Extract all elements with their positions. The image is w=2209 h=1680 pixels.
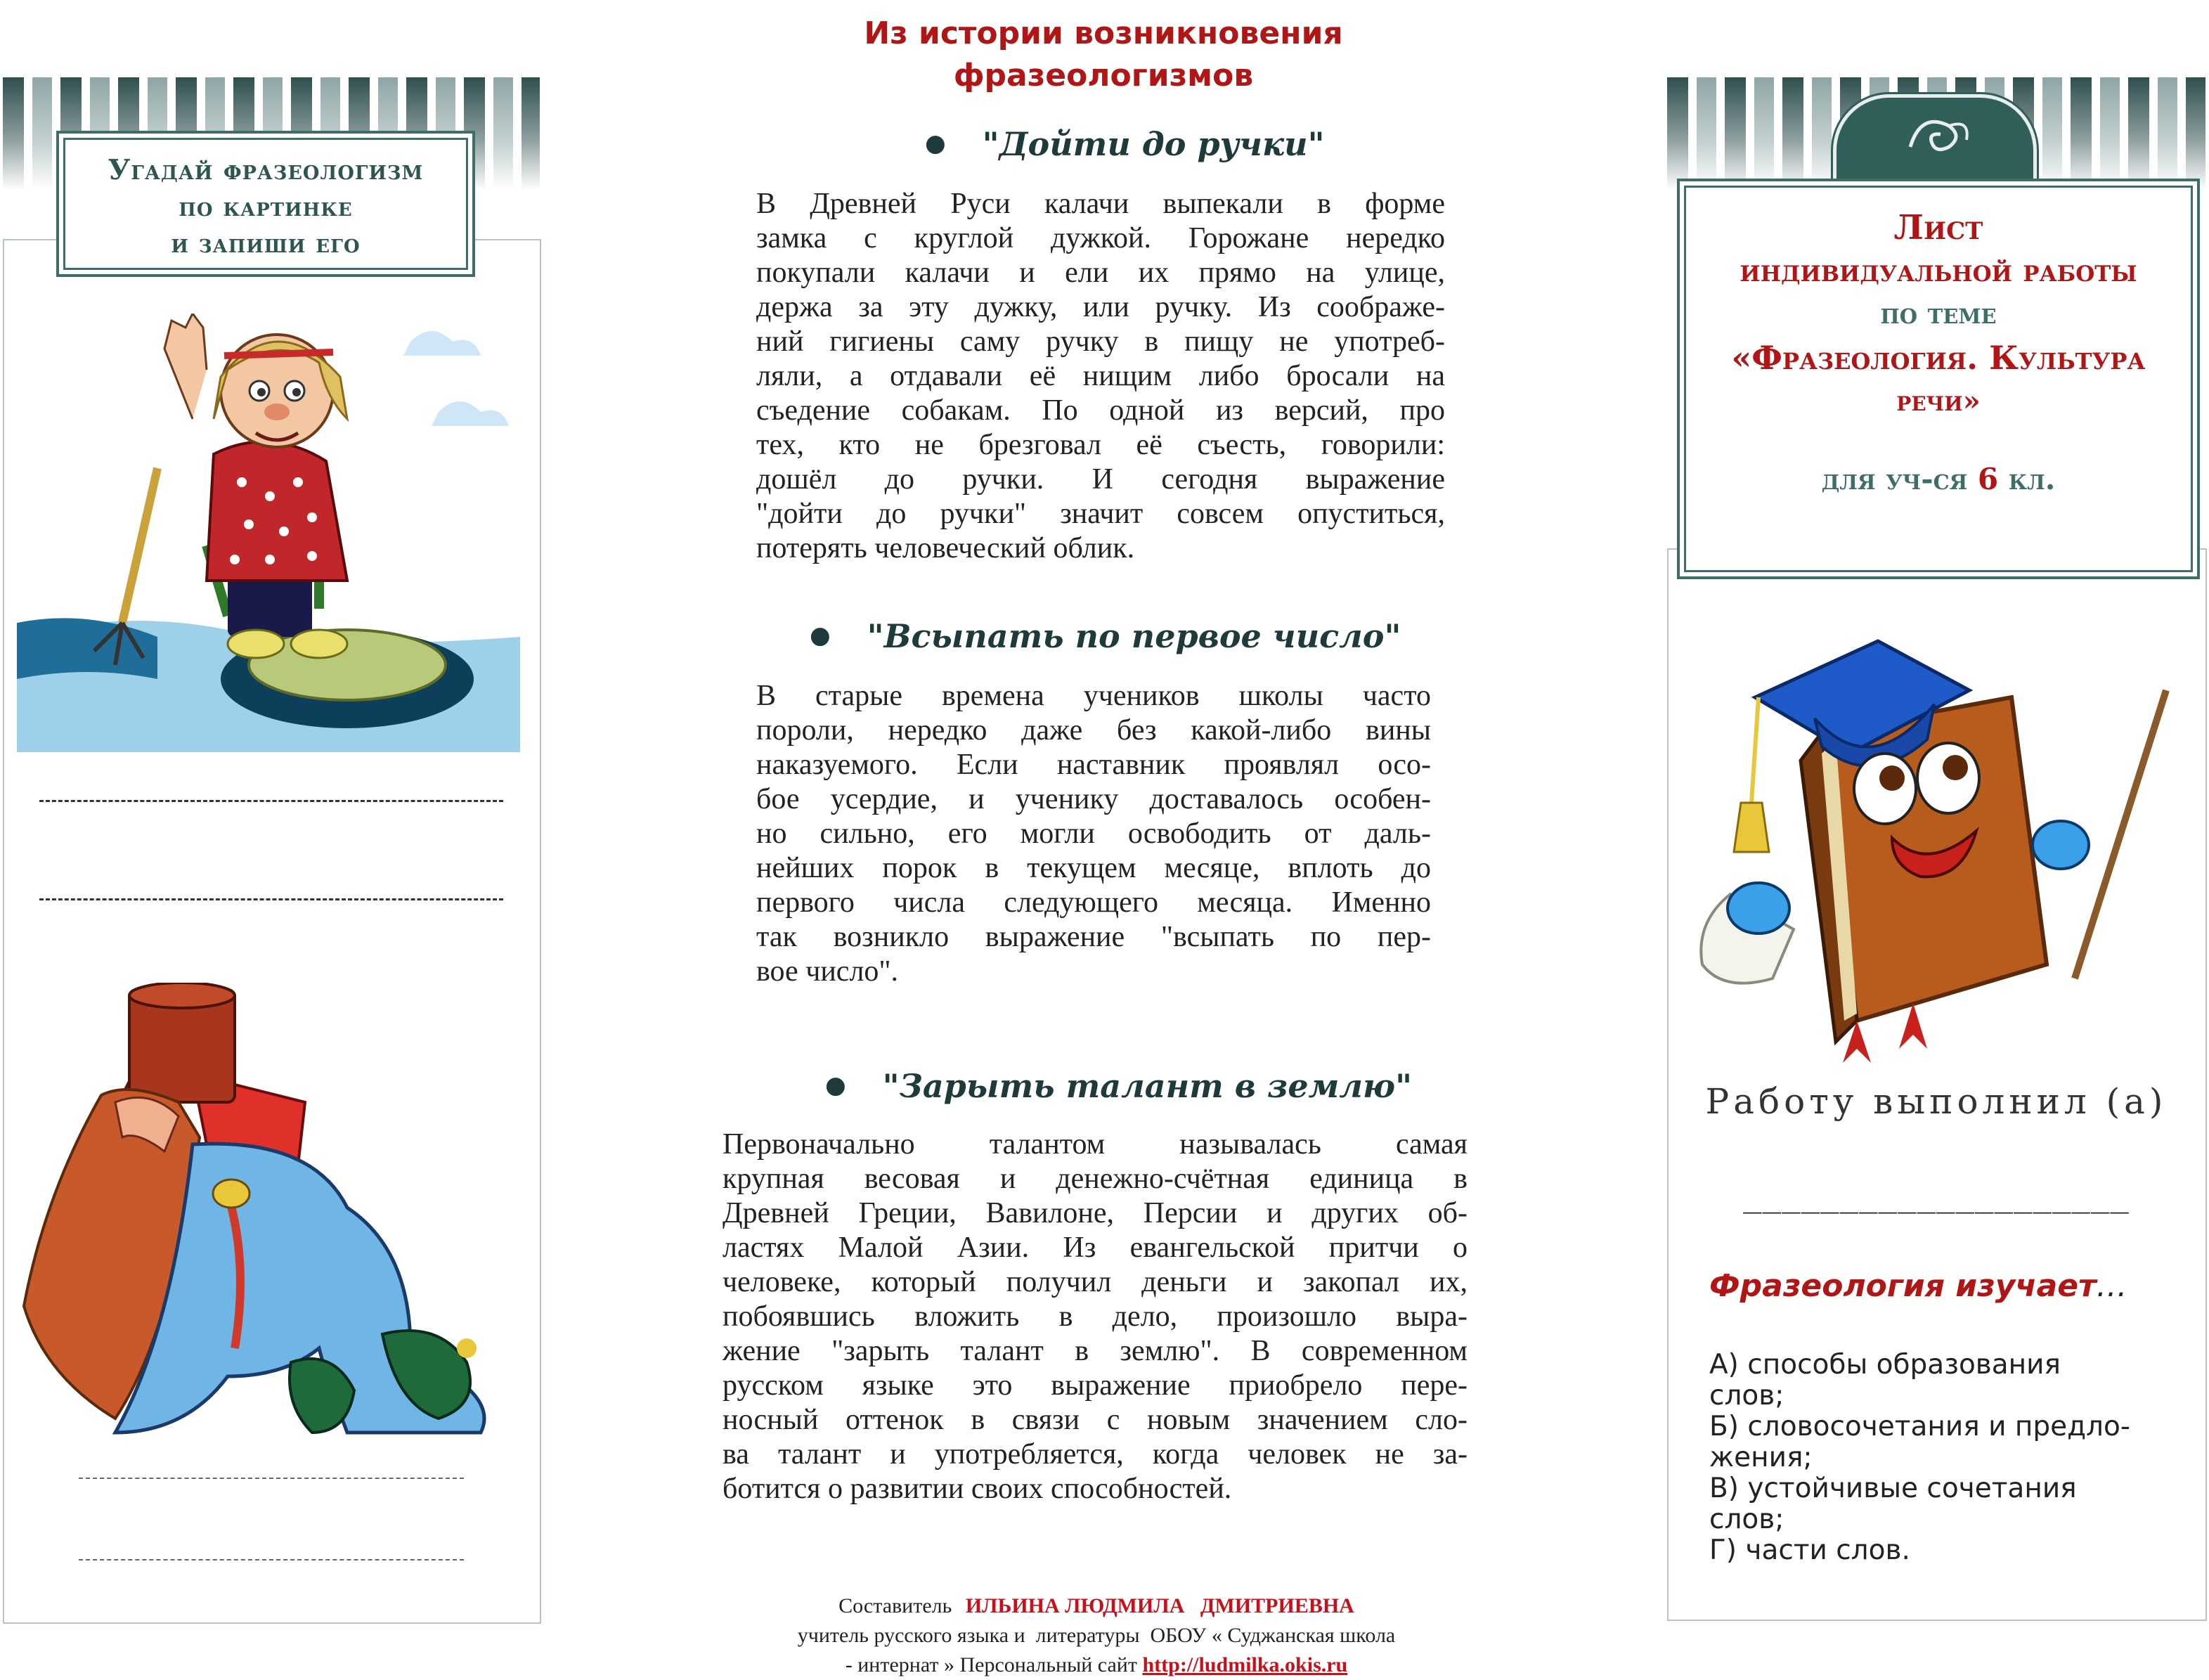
quiz-title-ellipsis: …	[2096, 1268, 2127, 1304]
section-2-title-text: "Всыпать по первое число"	[867, 617, 1401, 655]
bullet-dot: ●	[825, 1071, 846, 1099]
body-line: нейших порок в текущем месяце, вплоть до	[756, 852, 1431, 884]
compiler-name: ИЛЬИНА ЛЮДМИЛА ДМИТРИЕВНА	[965, 1594, 1354, 1617]
section-1-body	[756, 187, 1445, 566]
bullet-dot: ●	[810, 621, 831, 650]
body-line: ний гигиены саму ручку в пищу не употреб-	[756, 325, 1445, 358]
section-2-title	[810, 617, 1401, 655]
section-3-body	[723, 1127, 1468, 1506]
body-line: носный оттенок в связи с новым значением сло-	[723, 1404, 1468, 1436]
footer-line-3-prefix: - интернат » Персональный сайт	[845, 1653, 1143, 1676]
body-line: русском языке это выражение приобрело пере-	[723, 1369, 1468, 1402]
quiz-option-a-cont[interactable]: слов;	[1709, 1380, 1784, 1411]
answer-line-3[interactable]	[79, 1478, 464, 1479]
body-line: В Древней Руси калачи выпекали в форме	[756, 188, 1445, 220]
body-line: ва талант и употребляется, когда человек не за-	[723, 1438, 1468, 1471]
quiz-option-b[interactable]: Б) словосочетания и предло-	[1709, 1411, 2130, 1442]
title-line-4: «Фразеология. Культура	[1731, 339, 2146, 377]
body-line: потерять человеческий облик.	[756, 532, 1135, 564]
quiz-option-b-cont[interactable]: жения;	[1709, 1442, 1813, 1473]
quiz-option-d[interactable]: Г) части слов.	[1709, 1534, 1910, 1566]
middle-heading-line-1: Из истории возникновения	[864, 15, 1343, 51]
grade-suffix: кл.	[1998, 462, 2056, 496]
body-line: Древней Греции, Вавилоне, Персии и других об-	[723, 1197, 1468, 1229]
compiler-footer	[703, 1591, 1490, 1680]
answer-line-4[interactable]	[79, 1559, 464, 1561]
title-line-3: по теме	[1880, 296, 1997, 330]
quiz-option-c-cont[interactable]: слов;	[1709, 1504, 1784, 1535]
footer-line-3	[703, 1650, 1490, 1680]
left-title-box	[56, 131, 475, 277]
quiz-option-a[interactable]: А) способы образования	[1709, 1349, 2061, 1381]
body-line: человеке, который получил деньги и закопал их,	[723, 1266, 1468, 1298]
left-title-line-3: и запиши его	[171, 228, 361, 259]
body-line: ластях Малой Азии. Из евангельской притчи о	[723, 1232, 1468, 1264]
body-line: тех, кто не брезговал её съесть, говорили:	[756, 429, 1445, 461]
body-line: ляли, а отдавали её нищим либо бросали на	[756, 360, 1445, 392]
body-line: Первоначально талантом называлась самая	[723, 1128, 1468, 1161]
sleeping-boyar-illustration	[17, 983, 520, 1454]
answer-line-2[interactable]	[39, 898, 503, 900]
body-line: съедение собакам. По одной из версий, про	[756, 394, 1445, 427]
body-line: но сильно, его могли освободить от даль-	[756, 818, 1431, 850]
body-line: первого числа следующего месяца. Именно	[756, 886, 1431, 919]
body-line: так возникло выражение "всыпать по пер-	[756, 921, 1431, 953]
section-2-body	[756, 679, 1431, 989]
answer-line-1[interactable]	[39, 800, 503, 802]
left-title-line-1: Угадай фразеологизм	[108, 154, 424, 186]
body-line: побоявшись вложить в дело, произошло выра-	[723, 1300, 1468, 1333]
emblem-arch	[1833, 94, 2037, 186]
section-3-title-text: "Зарыть талант в землю"	[882, 1067, 1413, 1105]
book-mascot-illustration	[1681, 599, 2187, 1063]
body-line: жение "зарыть талант в землю". В современном	[723, 1335, 1468, 1367]
title-line-5: речи»	[1896, 385, 1981, 418]
body-line: покупали калачи и ели их прямо на улице,	[756, 257, 1445, 289]
body-line: В старые времена учеников школы часто	[756, 680, 1431, 712]
bullet-dot: ●	[925, 129, 946, 157]
quiz-title-text: Фразеология изучает	[1709, 1268, 2097, 1304]
worksheet-title-box	[1677, 179, 2200, 579]
section-1-title	[925, 125, 1325, 163]
personal-site-link[interactable]: http://ludmilka.okis.ru	[1142, 1653, 1348, 1676]
ornament-icon	[1836, 98, 2033, 182]
footer-line-1	[703, 1591, 1490, 1621]
body-line: ботится о развитии своих способностей.	[723, 1473, 1232, 1505]
middle-heading-line-2: фразеологизмов	[953, 58, 1254, 93]
completed-by-label: Работу выполнил (а)	[1705, 1081, 2168, 1122]
body-line: замка с круглой дужкой. Горожане нередко	[756, 222, 1445, 254]
quiz-title	[1709, 1268, 2127, 1304]
title-line-1: Лист	[1893, 208, 1983, 247]
quiz-options	[1709, 1350, 2159, 1566]
section-1-title-text: "Дойти до ручки"	[982, 125, 1325, 163]
section-3-title	[825, 1067, 1412, 1105]
grade-prefix: для уч-ся	[1821, 462, 1978, 496]
left-title-line-2: по картинке	[179, 191, 353, 222]
title-line-6	[1680, 458, 2197, 500]
footer-line-2: учитель русского языка и литературы ОБОУ « Суджанская школа	[797, 1624, 1396, 1647]
compiler-label: Составитель	[838, 1594, 952, 1617]
quiz-option-c[interactable]: В) устойчивые сочетания	[1709, 1473, 2077, 1504]
body-line: крупная весовая и денежно-счётная единица в	[723, 1163, 1468, 1195]
body-line: пороли, нередко даже без какой-либо вины	[756, 714, 1431, 747]
body-line: держа за эту дужку, или ручку. Из соображе-	[756, 291, 1445, 323]
pitchfork-man-illustration	[17, 314, 520, 752]
title-line-2: индивидуальной работы	[1740, 253, 2137, 289]
student-name-underline[interactable]: ____________________	[1743, 1178, 2130, 1214]
middle-heading	[745, 13, 1462, 97]
body-line: "дойти до ручки" значит совсем опуститься,	[756, 498, 1445, 530]
body-line: бое усердие, и ученику доставалось особен-	[756, 783, 1431, 815]
body-line: вое число".	[756, 955, 899, 988]
grade-number: 6	[1977, 462, 1999, 496]
body-line: дошёл до ручки. И сегодня выражение	[756, 463, 1445, 496]
body-line: наказуемого. Если наставник проявлял осо-	[756, 749, 1431, 781]
